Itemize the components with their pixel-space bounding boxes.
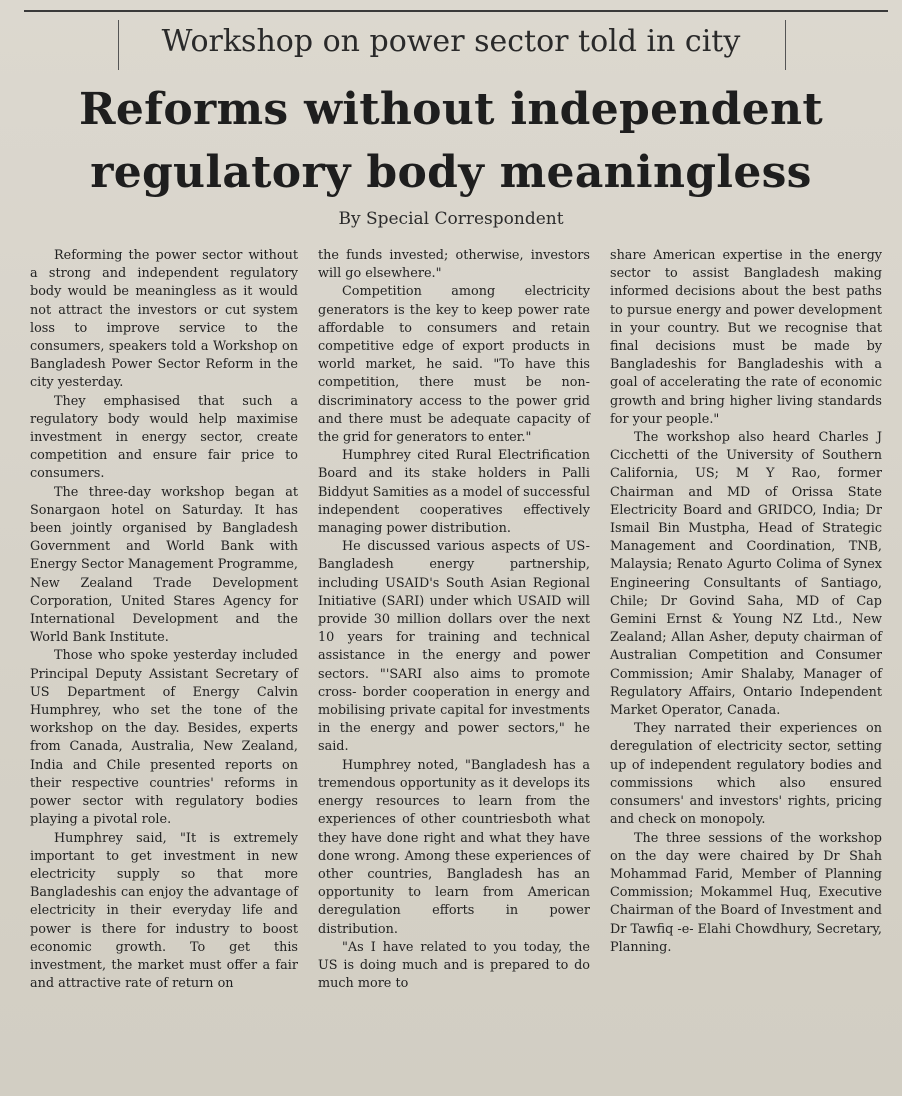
paragraph: Humphrey noted, "Bangladesh has a tremendous opportunity as it develops its energy resources to learn from the experiences of other countriesboth what they have done right and what they have done wrong. Among these experiences of other countries, Bangladesh has an opportunity to learn from American deregulation efforts in power distribution.	[318, 757, 590, 937]
paragraph: He discussed various aspects of US-Bangladesh energy partnership, including USAID's South Asian Regional Initiative (SARI) under which USAID will provide 30 million dollars over the next 10 years for training and technical assistance in the energy and power sectors. "'SARI also aims to promote cross- border cooperation in energy and mobilising private capital for investments in the energy and power sectors," he said.	[318, 539, 590, 755]
paragraph: They narrated their experiences on deregulation of electricity sector, setting up of independent regulatory bodies and commissions which also ensured consumers' and investors' rights, pricing and check on monopoly.	[610, 721, 882, 828]
paragraph: They emphasised that such a regulatory body would help maximise investment in energy sector, create competition and ensure fair price to consumers.	[30, 393, 298, 482]
paragraph: Reforming the power sector without a strong and independent regulatory body would be meaningless as it would not attract the investors or cut system loss to improve service to the consumers, speakers told a Workshop on Bangladesh Power Sector Reform in the city yesterday.	[30, 248, 298, 391]
paragraph: "As I have related to you today, the US is doing much and is prepared to do much more to	[318, 939, 590, 992]
paragraph: The three sessions of the workshop on the day were chaired by Dr Shah Mohammad Farid, Member of Planning Commission; Mokammel Huq, Executive Chairman of the Board of Investment and Dr Tawfiq -e- Elahi Chowdhury, Secretary, Planning.	[610, 830, 882, 955]
article-column-2	[318, 247, 590, 993]
paragraph: The workshop also heard Charles J Cicchetti of the University of Southern California, US; M Y Rao, former Chairman and MD of Orissa State Electricity Board and GRIDCO, India; Dr Ismail Bin Mustpha, Head of Strategic Management and Coordination, TNB, Malaysia; Renato Agurto Colima of Synex Engineering Consultants of Santiago, Chile; Dr Govind Saha, MD of Cap Gemini Ernst & Young NZ Ltd., New Zealand; Allan Asher, deputy chairman of Australian Competition and Consumer Commission; Amir Shalaby, Manager of Regulatory Affairs, Ontario Independent Market Operator, Canada.	[610, 430, 882, 719]
paragraph: Humphrey said, "It is extremely important to get investment in new electricity supply so that more Bangladeshis can enjoy the advantage of electricity in their everyday life and power is there for industry to boost economic growth. To get this investment, the market must offer a fair and attractive rate of return on	[30, 830, 298, 992]
headline-line-1: Reforms without independent	[79, 84, 823, 135]
kicker: Workshop on power sector told in city	[161, 24, 741, 59]
paragraph: Competition among electricity generators is the key to keep power rate affordable to consumers and retain competitive edge of export products in world market, he said. "To have this competition, there must be non-discriminatory access to the power grid and there must be adequate capacity of the grid for generators to enter."	[318, 284, 590, 446]
paragraph: the funds invested; otherwise, investors will go elsewhere."	[318, 248, 590, 282]
paragraph: share American expertise in the energy sector to assist Bangladesh making informed decisions about the best paths to pursue energy and power development in your country. But we recognise that final decisions must be made by Bangladeshis for Bangladeshis with a goal of accelerating the rate of economic growth and bring higher living standards for your people."	[610, 248, 882, 427]
paragraph: Those who spoke yesterday included Principal Deputy Assistant Secretary of US Department of Energy Calvin Humphrey, who set the tone of the workshop on the day. Besides, experts from Canada, Australia, New Zealand, India and Chile presented reports on their respective countries' reforms in power sector with regulatory bodies playing a pivotal role.	[30, 648, 298, 828]
byline: By Special Correspondent	[338, 209, 564, 229]
paragraph: Humphrey cited Rural Electrification Board and its stake holders in Palli Biddyut Samities as a model of successful independent cooperatives effectively managing power distribution.	[318, 448, 590, 537]
article-column-3	[610, 247, 882, 957]
headline-line-2: regulatory body meaningless	[90, 147, 812, 198]
headline	[14, 78, 888, 204]
paragraph: The three-day workshop began at Sonargaon hotel on Saturday. It has been jointly organised by Bangladesh Government and World Bank with Energy Sector Management Programme, New Zealand Trade Development Corporation, United Stares Agency for International Development and the World Bank Institute.	[30, 484, 298, 646]
top-rule	[24, 10, 888, 12]
article-column-1	[30, 247, 298, 993]
